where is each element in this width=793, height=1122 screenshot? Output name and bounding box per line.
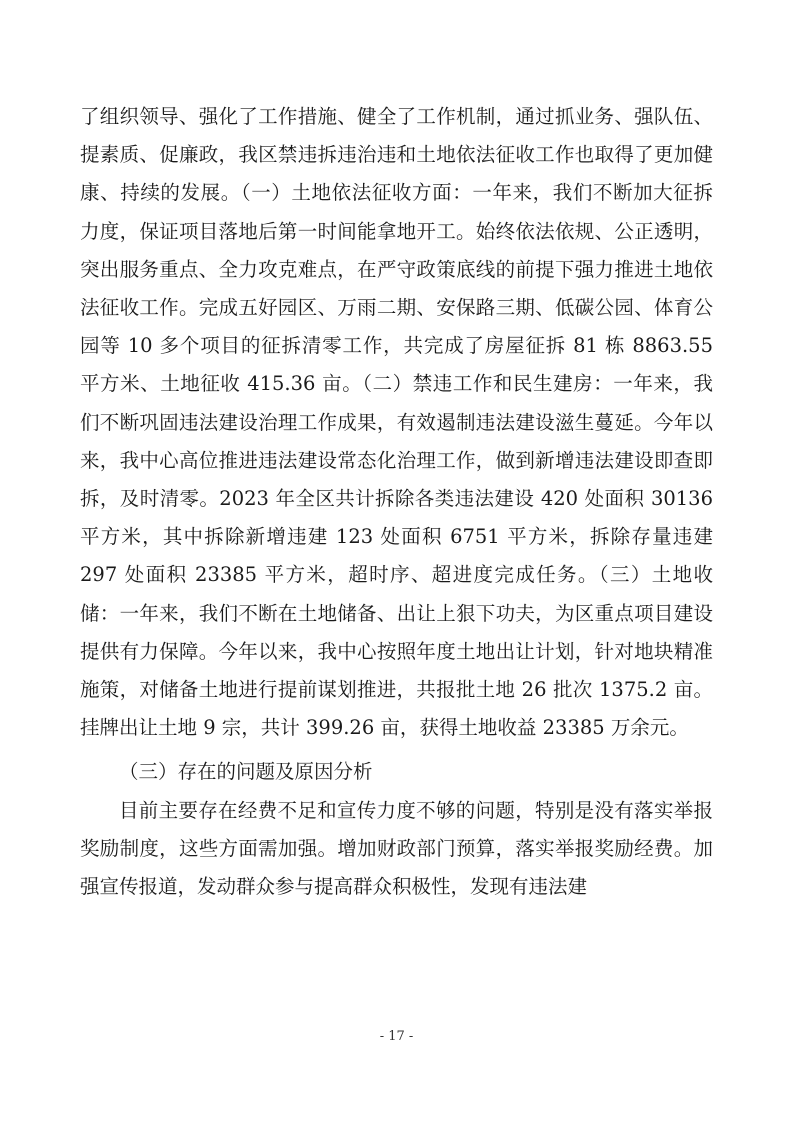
final-paragraph: 目前主要存在经费不足和宣传力度不够的问题，特别是没有落实举报奖励制度，这些方面需加强。增加财政部门预算，落实举报奖励经费。加强宣传报道，发动群众参与提高群众积极性，发现有违法建 xyxy=(80,798,713,899)
continued-paragraph: 了组织领导、强化了工作措施、健全了工作机制，通过抓业务、强队伍、提素质、促廉政，我区禁违拆违治违和土地依法征收工作也取得了更加健康、持续的发展。（一）土地依法征收方面：一年来，我们不断加大征拆力度，保证项目落地后第一时间能拿地开工。始终依法依规、公正透明，突出服务重点、全力攻克难点，在严守政策底线的前提下强力推进土地依法征收工作。完成五好园区、万雨二期、安保路三期、低碳公园、体育公园等 10 多个项目的征拆清零工作，共完成了房屋征拆 81 栋 8863.55 平方米、土地征收 415.36 亩。（二）禁违工作和民生建房：一年来，我们不断巩固违法建设治理工作成果，有效遏制违法建设滋生蔓延。今年以来，我中心高位推进违法建设常态化治理工作，做到新增违法建设即查即拆，及时清零。2023 年全区共计拆除各类违法建设 420 处面积 30136 平方米，其中拆除新增违建 123 处面积 6751 平方米，拆除存量违建 297 处面积 23385 平方米，超时序、超进度完成任务。（三）土地收储：一年来，我们不断在土地储备、出让上狠下功夫，为区重点项目建设提供有力保障。今年以来，我中心按照年度土地出让计划，针对地块精准施策，对储备土地进行提前谋划推进，共报批土地 26 批次 1375.2 亩。挂牌出让土地 9 宗，共计 399.26 亩，获得土地收益 23385 万余元。 xyxy=(80,105,713,740)
body-text xyxy=(80,98,713,906)
page-number: - 17 - xyxy=(379,1029,414,1044)
section-heading: （三）存在的问题及原因分析 xyxy=(119,760,373,784)
